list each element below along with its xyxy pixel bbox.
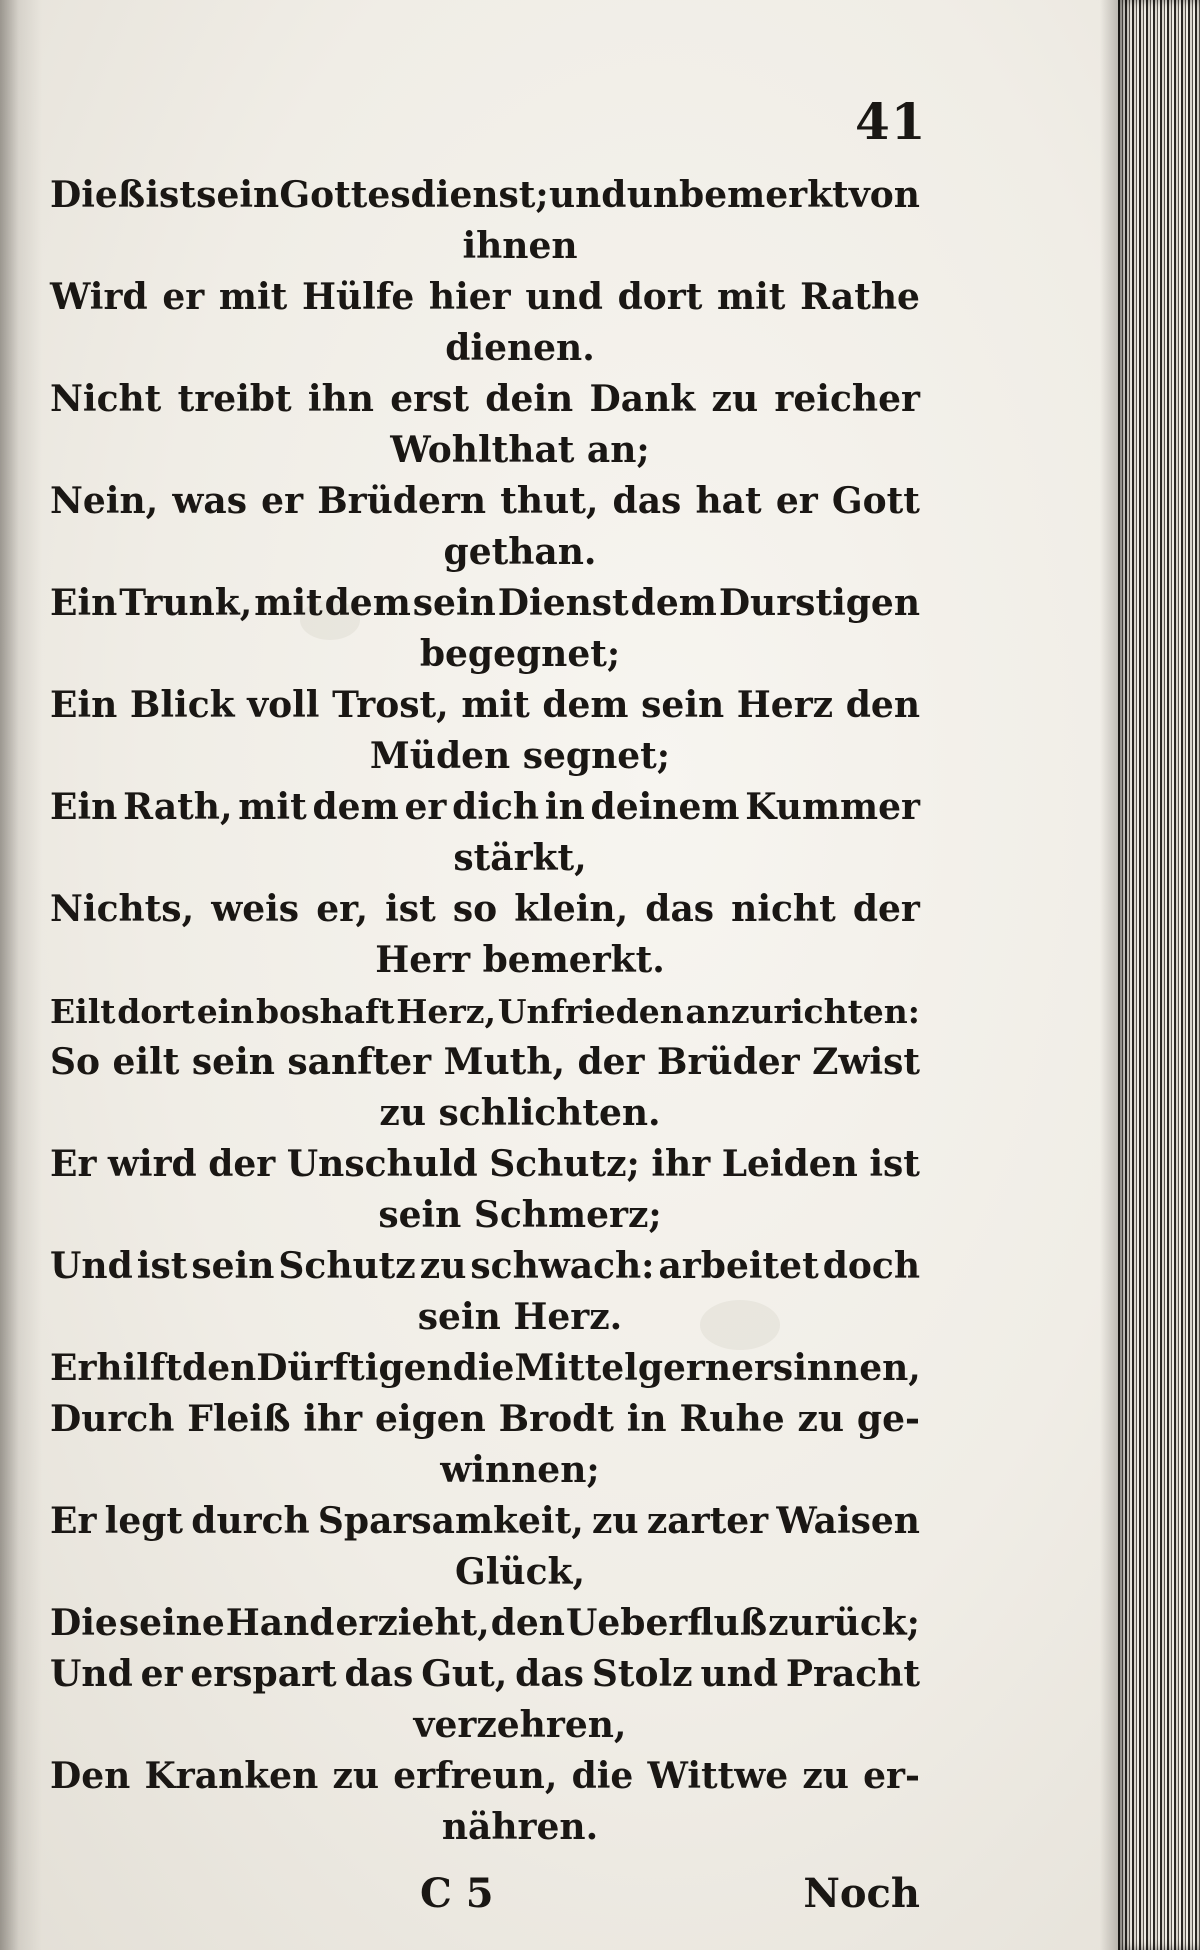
verse-line-text: Wohlthat an;: [390, 429, 650, 471]
verse-line-text: begegnet;: [419, 633, 621, 675]
verse-line-continuation: [50, 1700, 920, 1751]
verse-word: anzurichten:: [685, 992, 920, 1031]
verse-line-continuation: [50, 833, 920, 884]
verse-line-continuation: [50, 935, 920, 986]
verse-word: durch: [191, 1500, 310, 1542]
verse-word: Er: [50, 1347, 97, 1389]
verse-line-text: Müden segnet;: [369, 735, 671, 777]
verse-word: dein: [485, 378, 574, 420]
verse-word: das: [344, 1653, 414, 1695]
verse-line-continuation: [50, 221, 920, 272]
verse-line-continuation: [50, 425, 920, 476]
verse-word: hier: [428, 276, 511, 318]
verse-line: [50, 272, 920, 323]
verse-word: Sparsamkeit,: [317, 1500, 584, 1542]
verse-word: Hülfe: [301, 276, 415, 318]
verse-word: Herz: [736, 684, 834, 726]
page-edge-stack: [1118, 0, 1200, 1950]
verse-word: Den: [50, 1755, 131, 1797]
verse-word: thut,: [500, 480, 599, 522]
verse-line-text: nähren.: [441, 1806, 599, 1848]
verse-word: weis: [211, 888, 300, 930]
verse-line: [50, 986, 920, 1037]
verse-word: Stolz: [591, 1653, 693, 1695]
verse-word: legt: [104, 1500, 184, 1542]
verse-word: Hand: [225, 1602, 335, 1644]
verse-word: von: [848, 174, 920, 216]
verse-word: dort: [617, 276, 703, 318]
verse-word: in: [626, 1398, 667, 1440]
verse-line: [50, 578, 920, 629]
verse-word: eigen: [374, 1398, 486, 1440]
verse-word: Dank: [589, 378, 696, 420]
verse-line: [50, 1139, 920, 1190]
verse-word: der: [577, 1041, 645, 1083]
verse-line-continuation: [50, 1190, 920, 1241]
verse-word: Muth,: [443, 1041, 565, 1083]
verse-word: er-: [863, 1755, 920, 1797]
verse-word: Herz,: [396, 992, 496, 1031]
verse-word: Gut,: [421, 1653, 508, 1695]
verse-word: sein: [196, 174, 280, 216]
verse-word: er: [775, 480, 818, 522]
verse-word: seine: [118, 1602, 225, 1644]
verse-line-text: ihnen: [462, 225, 578, 267]
verse-word: mit: [461, 684, 530, 726]
verse-line: [50, 1496, 920, 1547]
verse-word: eilt: [112, 1041, 180, 1083]
verse-line-text: zu schlichten.: [379, 1092, 661, 1134]
verse-word: sein: [641, 684, 725, 726]
verse-word: zu: [419, 1245, 467, 1287]
verse-word: Dienst: [497, 582, 629, 624]
verse-word: sein: [191, 1245, 275, 1287]
verse-word: Unfrieden: [497, 992, 684, 1031]
verse-word: ist: [385, 888, 436, 930]
verse-word: zu: [332, 1755, 380, 1797]
verse-word: deinem: [590, 786, 740, 828]
verse-word: boshaft: [255, 992, 395, 1031]
verse-line: [50, 1649, 920, 1700]
verse-word: Und: [50, 1653, 133, 1695]
verse-word: Die: [50, 1602, 118, 1644]
verse-word: hat: [695, 480, 762, 522]
verse-word: Unschuld: [286, 1143, 478, 1185]
verse-word: Zwist: [812, 1041, 920, 1083]
verse-line-text: Glück,: [455, 1551, 585, 1593]
verse-word: nicht: [731, 888, 836, 930]
verse-word: Dürftigen: [256, 1347, 453, 1389]
verse-word: Trunk,: [119, 582, 253, 624]
verse-word: dem: [324, 582, 411, 624]
verse-word: so: [452, 888, 498, 930]
verse-line-continuation: [50, 1802, 920, 1853]
catchword: Noch: [803, 1870, 920, 1917]
verse-line: [50, 170, 920, 221]
verse-word: klein,: [514, 888, 629, 930]
verse-line-text: winnen;: [440, 1449, 600, 1491]
poem-text-block: [50, 170, 920, 1853]
verse-word: den: [845, 684, 920, 726]
verse-word: zu: [802, 1755, 849, 1797]
verse-line-text: dienen.: [445, 327, 595, 369]
verse-line-text: stärkt,: [453, 837, 587, 879]
verse-word: Brüder: [657, 1041, 800, 1083]
verse-word: Ruhe: [679, 1398, 785, 1440]
verse-line-text: sein Schmerz;: [378, 1194, 662, 1236]
verse-line-continuation: [50, 629, 920, 680]
gutter-shadow: [0, 0, 42, 1950]
verse-word: zarter: [646, 1500, 769, 1542]
verse-word: Nichts,: [50, 888, 195, 930]
verse-word: Mittel: [514, 1347, 638, 1389]
verse-word: Dieß: [50, 174, 146, 216]
verse-line: [50, 1751, 920, 1802]
verse-word: ge-: [856, 1398, 920, 1440]
verse-word: zu: [591, 1500, 639, 1542]
verse-line-continuation: [50, 527, 920, 578]
verse-word: Ein: [50, 684, 118, 726]
verse-word: der: [208, 1143, 276, 1185]
verse-word: So: [50, 1041, 101, 1083]
verse-line-continuation: [50, 1088, 920, 1139]
verse-word: mit: [254, 582, 323, 624]
verse-word: ist: [145, 174, 196, 216]
verse-line-text: gethan.: [443, 531, 597, 573]
verse-word: ein: [196, 992, 255, 1031]
verse-word: sanfter: [287, 1041, 432, 1083]
verse-word: erzieht,: [335, 1602, 490, 1644]
verse-line: [50, 884, 920, 935]
verse-line: [50, 1598, 920, 1649]
verse-word: ist: [869, 1143, 920, 1185]
verse-line: [50, 1037, 920, 1088]
verse-word: Rathe: [800, 276, 920, 318]
verse-word: mit: [238, 786, 307, 828]
verse-line: [50, 1343, 920, 1394]
verse-word: doch: [822, 1245, 920, 1287]
verse-word: zu: [797, 1398, 845, 1440]
verse-word: Schutz;: [489, 1143, 640, 1185]
verse-word: dich: [452, 786, 540, 828]
verse-word: die: [452, 1347, 515, 1389]
verse-word: Pracht: [785, 1653, 920, 1695]
verse-word: Trost,: [332, 684, 449, 726]
verse-line: [50, 782, 920, 833]
verse-word: Brodt: [498, 1398, 614, 1440]
verse-word: Wittwe: [647, 1755, 789, 1797]
verse-word: mit: [717, 276, 786, 318]
verse-word: reicher: [774, 378, 920, 420]
verse-line-text: Herr bemerkt.: [375, 939, 665, 981]
verse-word: erst: [390, 378, 469, 420]
verse-word: ihn: [307, 378, 374, 420]
verse-word: unbemerkt: [626, 174, 849, 216]
verse-word: erfreun,: [393, 1755, 558, 1797]
verse-word: erspart: [190, 1653, 337, 1695]
verse-word: Brüdern: [317, 480, 487, 522]
verse-word: mit: [218, 276, 288, 318]
verse-line-text: sein Herz.: [417, 1296, 623, 1338]
verse-word: er: [404, 786, 447, 828]
verse-word: Fleiß: [187, 1398, 291, 1440]
page-number: 41: [855, 92, 927, 151]
verse-word: ihr: [651, 1143, 711, 1185]
verse-word: Durstigen: [718, 582, 920, 624]
verse-line-continuation: [50, 323, 920, 374]
verse-line-continuation: [50, 1445, 920, 1496]
verse-word: er: [261, 480, 304, 522]
verse-word: was: [172, 480, 247, 522]
verse-word: sein: [412, 582, 496, 624]
verse-word: Kranken: [144, 1755, 319, 1797]
signature-mark: C 5: [420, 1870, 494, 1917]
verse-word: den: [182, 1347, 257, 1389]
verse-word: hilft: [96, 1347, 183, 1389]
verse-word: wird: [107, 1143, 197, 1185]
verse-line: [50, 476, 920, 527]
verse-word: treibt: [177, 378, 292, 420]
verse-word: Ein: [50, 786, 118, 828]
verse-word: Waisen: [776, 1500, 920, 1542]
verse-word: Gottesdienst;: [279, 174, 549, 216]
verse-word: Schutz: [278, 1245, 416, 1287]
verse-word: arbeitet: [658, 1245, 819, 1287]
verse-line: [50, 1394, 920, 1445]
verse-word: das: [612, 480, 682, 522]
verse-word: Ein: [50, 582, 118, 624]
verse-word: ist: [136, 1245, 188, 1287]
verse-word: das: [645, 888, 715, 930]
verse-word: Leiden: [721, 1143, 858, 1185]
verse-line: [50, 680, 920, 731]
verse-line: [50, 1241, 920, 1292]
verse-word: er: [140, 1653, 183, 1695]
verse-word: Er: [50, 1500, 97, 1542]
verse-word: die: [571, 1755, 634, 1797]
verse-line: [50, 374, 920, 425]
verse-word: Er: [50, 1143, 97, 1185]
verse-word: er: [162, 276, 205, 318]
verse-word: in: [544, 786, 585, 828]
verse-word: Und: [50, 1245, 133, 1287]
verse-word: Ueberfluß: [566, 1602, 768, 1644]
verse-line-text: verzehren,: [413, 1704, 627, 1746]
verse-word: schwach:: [470, 1245, 655, 1287]
verse-word: dem: [312, 786, 399, 828]
verse-line-continuation: [50, 1547, 920, 1598]
verse-word: Kummer: [745, 786, 920, 828]
verse-word: und: [548, 174, 627, 216]
verse-word: Nicht: [50, 378, 162, 420]
verse-word: und: [700, 1653, 779, 1695]
verse-word: ersinnen,: [731, 1347, 921, 1389]
verse-word: sein: [191, 1041, 275, 1083]
verse-word: zurück;: [768, 1602, 920, 1644]
verse-word: Wird: [50, 276, 148, 318]
verse-word: Eilt: [50, 992, 116, 1031]
verse-word: gern: [637, 1347, 732, 1389]
verse-word: und: [525, 276, 603, 318]
verse-word: Blick: [129, 684, 235, 726]
verse-word: dem: [542, 684, 629, 726]
verse-word: Rath,: [123, 786, 233, 828]
verse-word: Nein,: [50, 480, 159, 522]
verse-word: der: [852, 888, 920, 930]
verse-word: dort: [117, 992, 195, 1031]
verse-word: den: [490, 1602, 565, 1644]
verse-word: dem: [630, 582, 717, 624]
verse-line-continuation: [50, 1292, 920, 1343]
verse-word: er,: [316, 888, 368, 930]
verse-word: ihr: [303, 1398, 363, 1440]
page-footer: [420, 1870, 920, 1926]
verse-word: voll: [247, 684, 320, 726]
verse-word: zu: [711, 378, 759, 420]
verse-word: Gott: [831, 480, 920, 522]
verse-word: Durch: [50, 1398, 175, 1440]
verse-word: das: [515, 1653, 584, 1695]
verse-line-continuation: [50, 731, 920, 782]
